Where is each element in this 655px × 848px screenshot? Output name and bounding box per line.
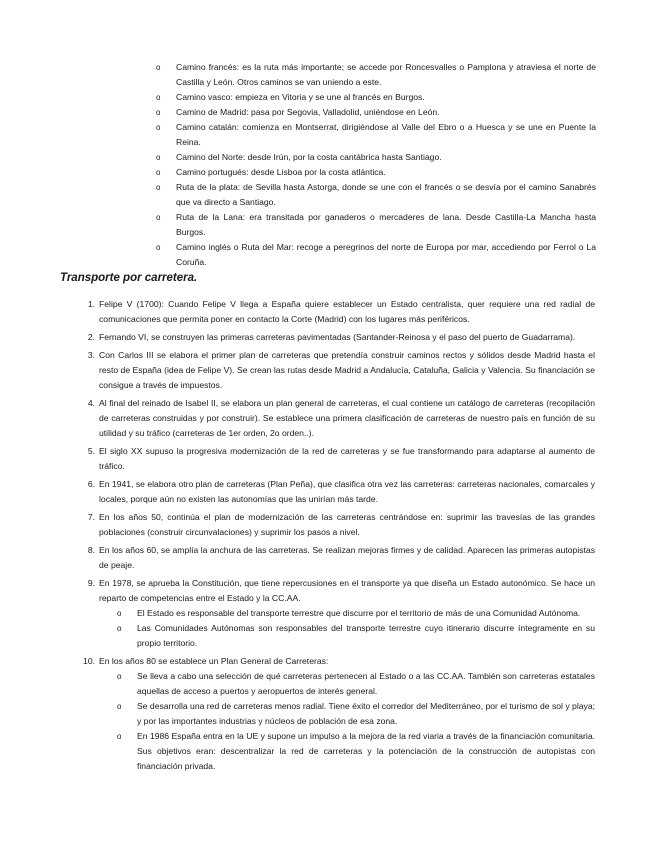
camino-item [156, 105, 596, 120]
list-bullet: o [117, 732, 122, 741]
camino-text: Camino inglés o Ruta del Mar: recoge a peregrinos del norte de Europa por mar, accediendo por Ferrol o La Coruña. [176, 242, 596, 267]
sub-list [99, 606, 595, 651]
sub-list-item [117, 699, 595, 729]
camino-item [156, 150, 596, 165]
camino-text: Camino catalán: comienza en Montserrat, dirigiéndose al Valle del Ebro o a Huesca y se une en Puente la Reina. [176, 122, 596, 147]
camino-text: Camino portugués: desde Lisboa por la costa atlántica. [176, 167, 386, 177]
sub-item-text: Se lleva a cabo una selección de qué carreteras pertenecen al Estado o a las CC.AA. También son carreteras estatales aquellas de acceso a puertos y aeropuertos de interés general. [137, 671, 595, 696]
item-text: En 1978, se aprueba la Constitución, que tiene repercusiones en el transporte ya que diseña un Estado autonómico. Se hace un reparto de competencias entre el Estado y la CC.AA. [99, 578, 595, 603]
item-number: 8. [87, 545, 95, 555]
list-item [87, 348, 595, 393]
list-item [83, 654, 595, 774]
sub-list-item [117, 606, 595, 621]
item-text: En 1941, se elabora otro plan de carreteras (Plan Peña), que clasifica otra vez las carreteras: carreteras nacionales, comarcales y locales, porque aún no existen las autonomías que las unirían más tarde. [99, 479, 595, 504]
sub-list-item [117, 729, 595, 774]
camino-text: Ruta de la Lana: era transitada por ganaderos o mercaderes de lana. Desde Castilla-La Mancha hasta Burgos. [176, 212, 596, 237]
sub-list-item [117, 621, 595, 651]
camino-text: Camino francés: es la ruta más importante; se accede por Roncesvalles o Pamplona y atraviesa el norte de Castilla y León. Otros caminos se van uniendo a este. [176, 62, 596, 87]
camino-list [0, 60, 655, 270]
sub-item-text: En 1986 España entra en la UE y supone un impulso a la mejora de la red viaria a través de la financiación comunitaria. Sus objetivos eran: descentralizar la red de carreteras y la potenciación de la construcción de autopistas con financiación privada. [137, 731, 595, 771]
camino-text: Camino vasco: empieza en Vitoria y se une al francés en Burgos. [176, 92, 425, 102]
item-number: 10. [83, 656, 95, 666]
camino-item [156, 60, 596, 90]
sub-item-text: Las Comunidades Autónomas son responsables del transporte terrestre cuyo itinerario discurre íntegramente en su propio territorio. [137, 623, 595, 648]
item-text: En los años 50, continúa el plan de modernización de las carreteras centrándose en: suprimir las travesías de las grandes poblaciones (construir circunvalaciones) y suprimir los pasos a nivel. [99, 512, 595, 537]
sub-item-text: Se desarrolla una red de carreteras menos radial. Tiene éxito el corredor del Mediterráneo, por el turismo de sol y playa; y por las importantes industrias y núcleos de población de esa zona. [137, 701, 595, 726]
list-item [87, 330, 595, 345]
item-number: 9. [87, 578, 95, 588]
list-item [87, 543, 595, 573]
sub-item-text: El Estado es responsable del transporte terrestre que discurre por el territorio de más de una Comunidad Autónoma. [137, 608, 581, 618]
camino-item [156, 180, 596, 210]
camino-text: Camino de Madrid: pasa por Segovia, Valladolid, uniéndose en León. [176, 107, 440, 117]
list-bullet: o [117, 609, 122, 618]
item-number: 5. [87, 446, 95, 456]
list-item [87, 396, 595, 441]
list-bullet: o [117, 624, 122, 633]
item-number: 6. [87, 479, 95, 489]
item-number: 7. [87, 512, 95, 522]
section-heading: Transporte por carretera. [60, 272, 198, 284]
item-text: Fernando VI, se construyen las primeras carreteras pavimentadas (Santander-Reinosa y el paso del puerto de Guadarrama). [99, 332, 576, 342]
item-text: Al final del reinado de Isabel II, se elabora un plan general de carreteras, el cual contiene un catálogo de carreteras (recopilación de carreteras construidas y por construir). Se establece una primera clasificación de carreteras de nuestro país en función de su utilidad y su tráfico (carreteras de 1er orden, 2o orden..). [99, 398, 595, 438]
item-text: Con Carlos III se elabora el primer plan de carreteras que pretendía construir caminos rectos y sólidos desde Madrid hasta el resto de España (idea de Felipe V). Se crean las rutas desde Madrid a Andalucía, Cataluña, Galicia y Valencia. Su financiación se consigue a través de impuestos. [99, 350, 595, 390]
list-bullet: o [156, 153, 161, 162]
item-text: En los años 60, se amplía la anchura de las carreteras. Se realizan mejoras firmes y de calidad. Aparecen las primeras autopistas de peaje. [99, 545, 595, 570]
item-number: 3. [87, 350, 95, 360]
list-bullet: o [117, 702, 122, 711]
list-bullet: o [156, 183, 161, 192]
sub-list [99, 669, 595, 774]
list-bullet: o [156, 123, 161, 132]
list-bullet: o [156, 108, 161, 117]
list-item [87, 576, 595, 651]
carreteras-list [0, 297, 655, 774]
item-number: 4. [87, 398, 95, 408]
camino-item [156, 210, 596, 240]
list-bullet: o [156, 93, 161, 102]
camino-item [156, 165, 596, 180]
list-bullet: o [156, 63, 161, 72]
list-item [87, 477, 595, 507]
camino-item [156, 120, 596, 150]
item-text: En los años 80 se establece un Plan General de Carreteras: [99, 656, 329, 666]
item-number: 1. [87, 299, 95, 309]
item-number: 2. [87, 332, 95, 342]
camino-text: Ruta de la plata: de Sevilla hasta Astorga, donde se une con el francés o se desvía por el camino Sanabrés que va directo a Santiago. [176, 182, 596, 207]
camino-item [156, 90, 596, 105]
list-bullet: o [156, 213, 161, 222]
sub-list-item [117, 669, 595, 699]
list-item [87, 297, 595, 327]
list-bullet: o [156, 168, 161, 177]
list-bullet: o [156, 243, 161, 252]
item-text: Felipe V (1700): Cuando Felipe V llega a España quiere establecer un Estado centralista, quer requiere una red radial de comunicaciones que permita poner en contacto la Corte (Madrid) con los lugares más periféricos. [99, 299, 595, 324]
list-item [87, 444, 595, 474]
item-text: El siglo XX supuso la progresiva modernización de la red de carreteras y se fue transformando para adaptarse al aumento de tráfico. [99, 446, 595, 471]
list-item [87, 510, 595, 540]
camino-text: Camino del Norte: desde Irún, por la costa cantábrica hasta Santiago. [176, 152, 442, 162]
camino-item [156, 240, 596, 270]
list-bullet: o [117, 672, 122, 681]
